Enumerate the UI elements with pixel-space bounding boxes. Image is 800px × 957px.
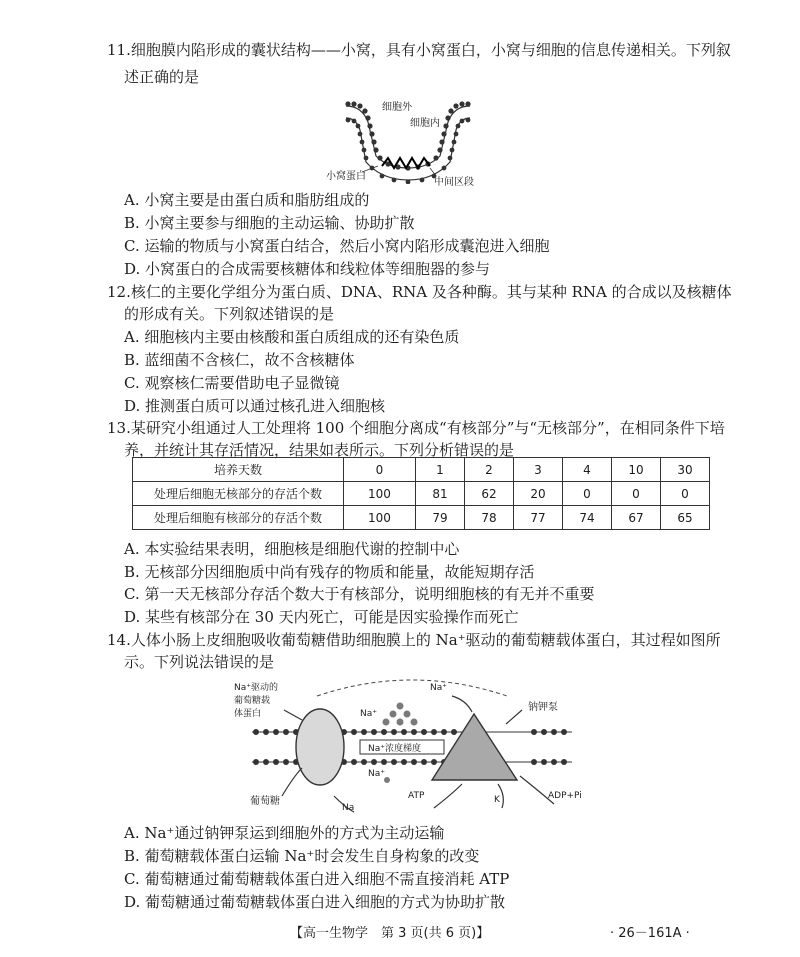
survival-table bbox=[132, 457, 710, 530]
table-cell: 培养天数 bbox=[133, 458, 344, 482]
page-footer: 【高一生物学 第 3 页(共 6 页)】 bbox=[290, 926, 490, 941]
q11-option-a: A. 小窝主要是由蛋白质和脂肪组成的 bbox=[124, 191, 370, 209]
q13-option-b: B. 无核部分因细胞质中尚有残存的物质和能量，故能短期存活 bbox=[124, 563, 535, 581]
label-middle-segment: 中间区段 bbox=[434, 177, 474, 188]
label-intracellular: 细胞内 bbox=[410, 118, 440, 129]
na-bottom-label: Na bbox=[342, 803, 355, 813]
na-cluster-label: Na⁺ bbox=[360, 709, 377, 719]
table-cell: 20 bbox=[513, 482, 562, 506]
table-cell: 0 bbox=[562, 482, 611, 506]
gradient-label: Na⁺浓度梯度 bbox=[368, 744, 421, 754]
q12-stem-line1: 12.核仁的主要化学组分为蛋白质、DNA、RNA 及各种酶。其与某种 RNA 的合成以及核糖体 bbox=[107, 283, 732, 301]
adp-label: ADP+Pi bbox=[548, 791, 582, 801]
table-cell: 30 bbox=[660, 458, 709, 482]
table-cell: 74 bbox=[562, 506, 611, 530]
q14-option-c: C. 葡萄糖通过葡萄糖载体蛋白进入细胞不需直接消耗 ATP bbox=[124, 870, 510, 888]
carrier-label-3: 体蛋白 bbox=[234, 709, 262, 719]
label-caveolin: 小窝蛋白 bbox=[326, 171, 366, 182]
carrier-label-2: 葡萄糖载 bbox=[234, 696, 271, 706]
table-cell: 10 bbox=[611, 458, 660, 482]
sodium-transport-figure bbox=[222, 676, 602, 816]
table-cell: 77 bbox=[513, 506, 562, 530]
exam-code: · 26－161A · bbox=[610, 926, 690, 941]
k-label: K bbox=[494, 795, 500, 805]
table-cell: 4 bbox=[562, 458, 611, 482]
q11-option-d: D. 小窝蛋白的合成需要核糖体和线粒体等细胞器的参与 bbox=[124, 260, 491, 278]
q11-option-b: B. 小窝主要参与细胞的主动运输、协助扩散 bbox=[124, 214, 415, 232]
carrier-label-1: Na⁺驱动的 bbox=[234, 683, 278, 693]
table-cell: 100 bbox=[344, 506, 416, 530]
q12-option-a: A. 细胞核内主要由核酸和蛋白质组成的还有染色质 bbox=[124, 328, 460, 346]
q11-option-c: C. 运输的物质与小窝蛋白结合，然后小窝内陷形成囊泡进入细胞 bbox=[124, 237, 550, 255]
q11-stem-line1: 11.细胞膜内陷形成的囊状结构——小窝，具有小窝蛋白，小窝与细胞的信息传递相关。下列叙 bbox=[107, 41, 731, 59]
table-row bbox=[133, 482, 710, 506]
q13-stem-line1: 13.某研究小组通过人工处理将 100 个细胞分离成“有核部分”与“无核部分”，在相同条件下培 bbox=[107, 419, 725, 437]
table-header-row bbox=[133, 458, 710, 482]
glucose-label: 葡萄糖 bbox=[250, 796, 280, 807]
q14-option-b: B. 葡萄糖载体蛋白运输 Na⁺时会发生自身构象的改变 bbox=[124, 847, 480, 865]
table-cell: 67 bbox=[611, 506, 660, 530]
q14-option-a: A. Na⁺通过钠钾泵运到细胞外的方式为主动运输 bbox=[124, 824, 445, 842]
table-cell: 处理后细胞无核部分的存活个数 bbox=[133, 482, 344, 506]
q13-option-d: D. 某些有核部分在 30 天内死亡，可能是因实验操作而死亡 bbox=[124, 608, 519, 626]
atp-label: ATP bbox=[408, 791, 425, 801]
q12-option-c: C. 观察核仁需要借助电子显微镜 bbox=[124, 374, 340, 392]
table-cell: 0 bbox=[660, 482, 709, 506]
table-cell: 62 bbox=[464, 482, 513, 506]
table-cell: 0 bbox=[611, 482, 660, 506]
q14-option-d: D. 葡萄糖通过葡萄糖载体蛋白进入细胞的方式为协助扩散 bbox=[124, 893, 506, 911]
table-cell: 100 bbox=[344, 482, 416, 506]
table-cell: 79 bbox=[415, 506, 464, 530]
table-cell: 0 bbox=[344, 458, 416, 482]
q13-stem-line2: 养，并统计其存活情况，结果如表所示。下列分析错误的是 bbox=[124, 441, 515, 459]
na-mid-label: Na⁺ bbox=[368, 769, 385, 779]
q13-option-c: C. 第一天无核部分存活个数大于有核部分，说明细胞核的有无并不重要 bbox=[124, 585, 595, 603]
table-row bbox=[133, 506, 710, 530]
q14-stem-line2: 示。下列说法错误的是 bbox=[124, 653, 275, 671]
pump-label: 钠钾泵 bbox=[528, 702, 558, 713]
q12-stem-line2: 的形成有关。下列叙述错误的是 bbox=[124, 305, 335, 323]
q12-option-d: D. 推测蛋白质可以通过核孔进入细胞核 bbox=[124, 397, 386, 415]
q12-option-b: B. 蓝细菌不含核仁，故不含核糖体 bbox=[124, 351, 355, 369]
table-cell: 1 bbox=[415, 458, 464, 482]
table-cell: 2 bbox=[464, 458, 513, 482]
label-extracellular: 细胞外 bbox=[382, 102, 412, 113]
table-cell: 3 bbox=[513, 458, 562, 482]
table-cell: 78 bbox=[464, 506, 513, 530]
table-cell: 81 bbox=[415, 482, 464, 506]
q11-stem-line2: 述正确的是 bbox=[124, 68, 200, 86]
q14-stem-line1: 14.人体小肠上皮细胞吸收葡萄糖借助细胞膜上的 Na⁺驱动的葡萄糖载体蛋白，其过程如图所 bbox=[107, 631, 721, 649]
table-cell: 65 bbox=[660, 506, 709, 530]
table-cell: 处理后细胞有核部分的存活个数 bbox=[133, 506, 344, 530]
na-top-label: Na⁺ bbox=[430, 683, 447, 693]
q13-option-a: A. 本实验结果表明，细胞核是细胞代谢的控制中心 bbox=[124, 540, 460, 558]
